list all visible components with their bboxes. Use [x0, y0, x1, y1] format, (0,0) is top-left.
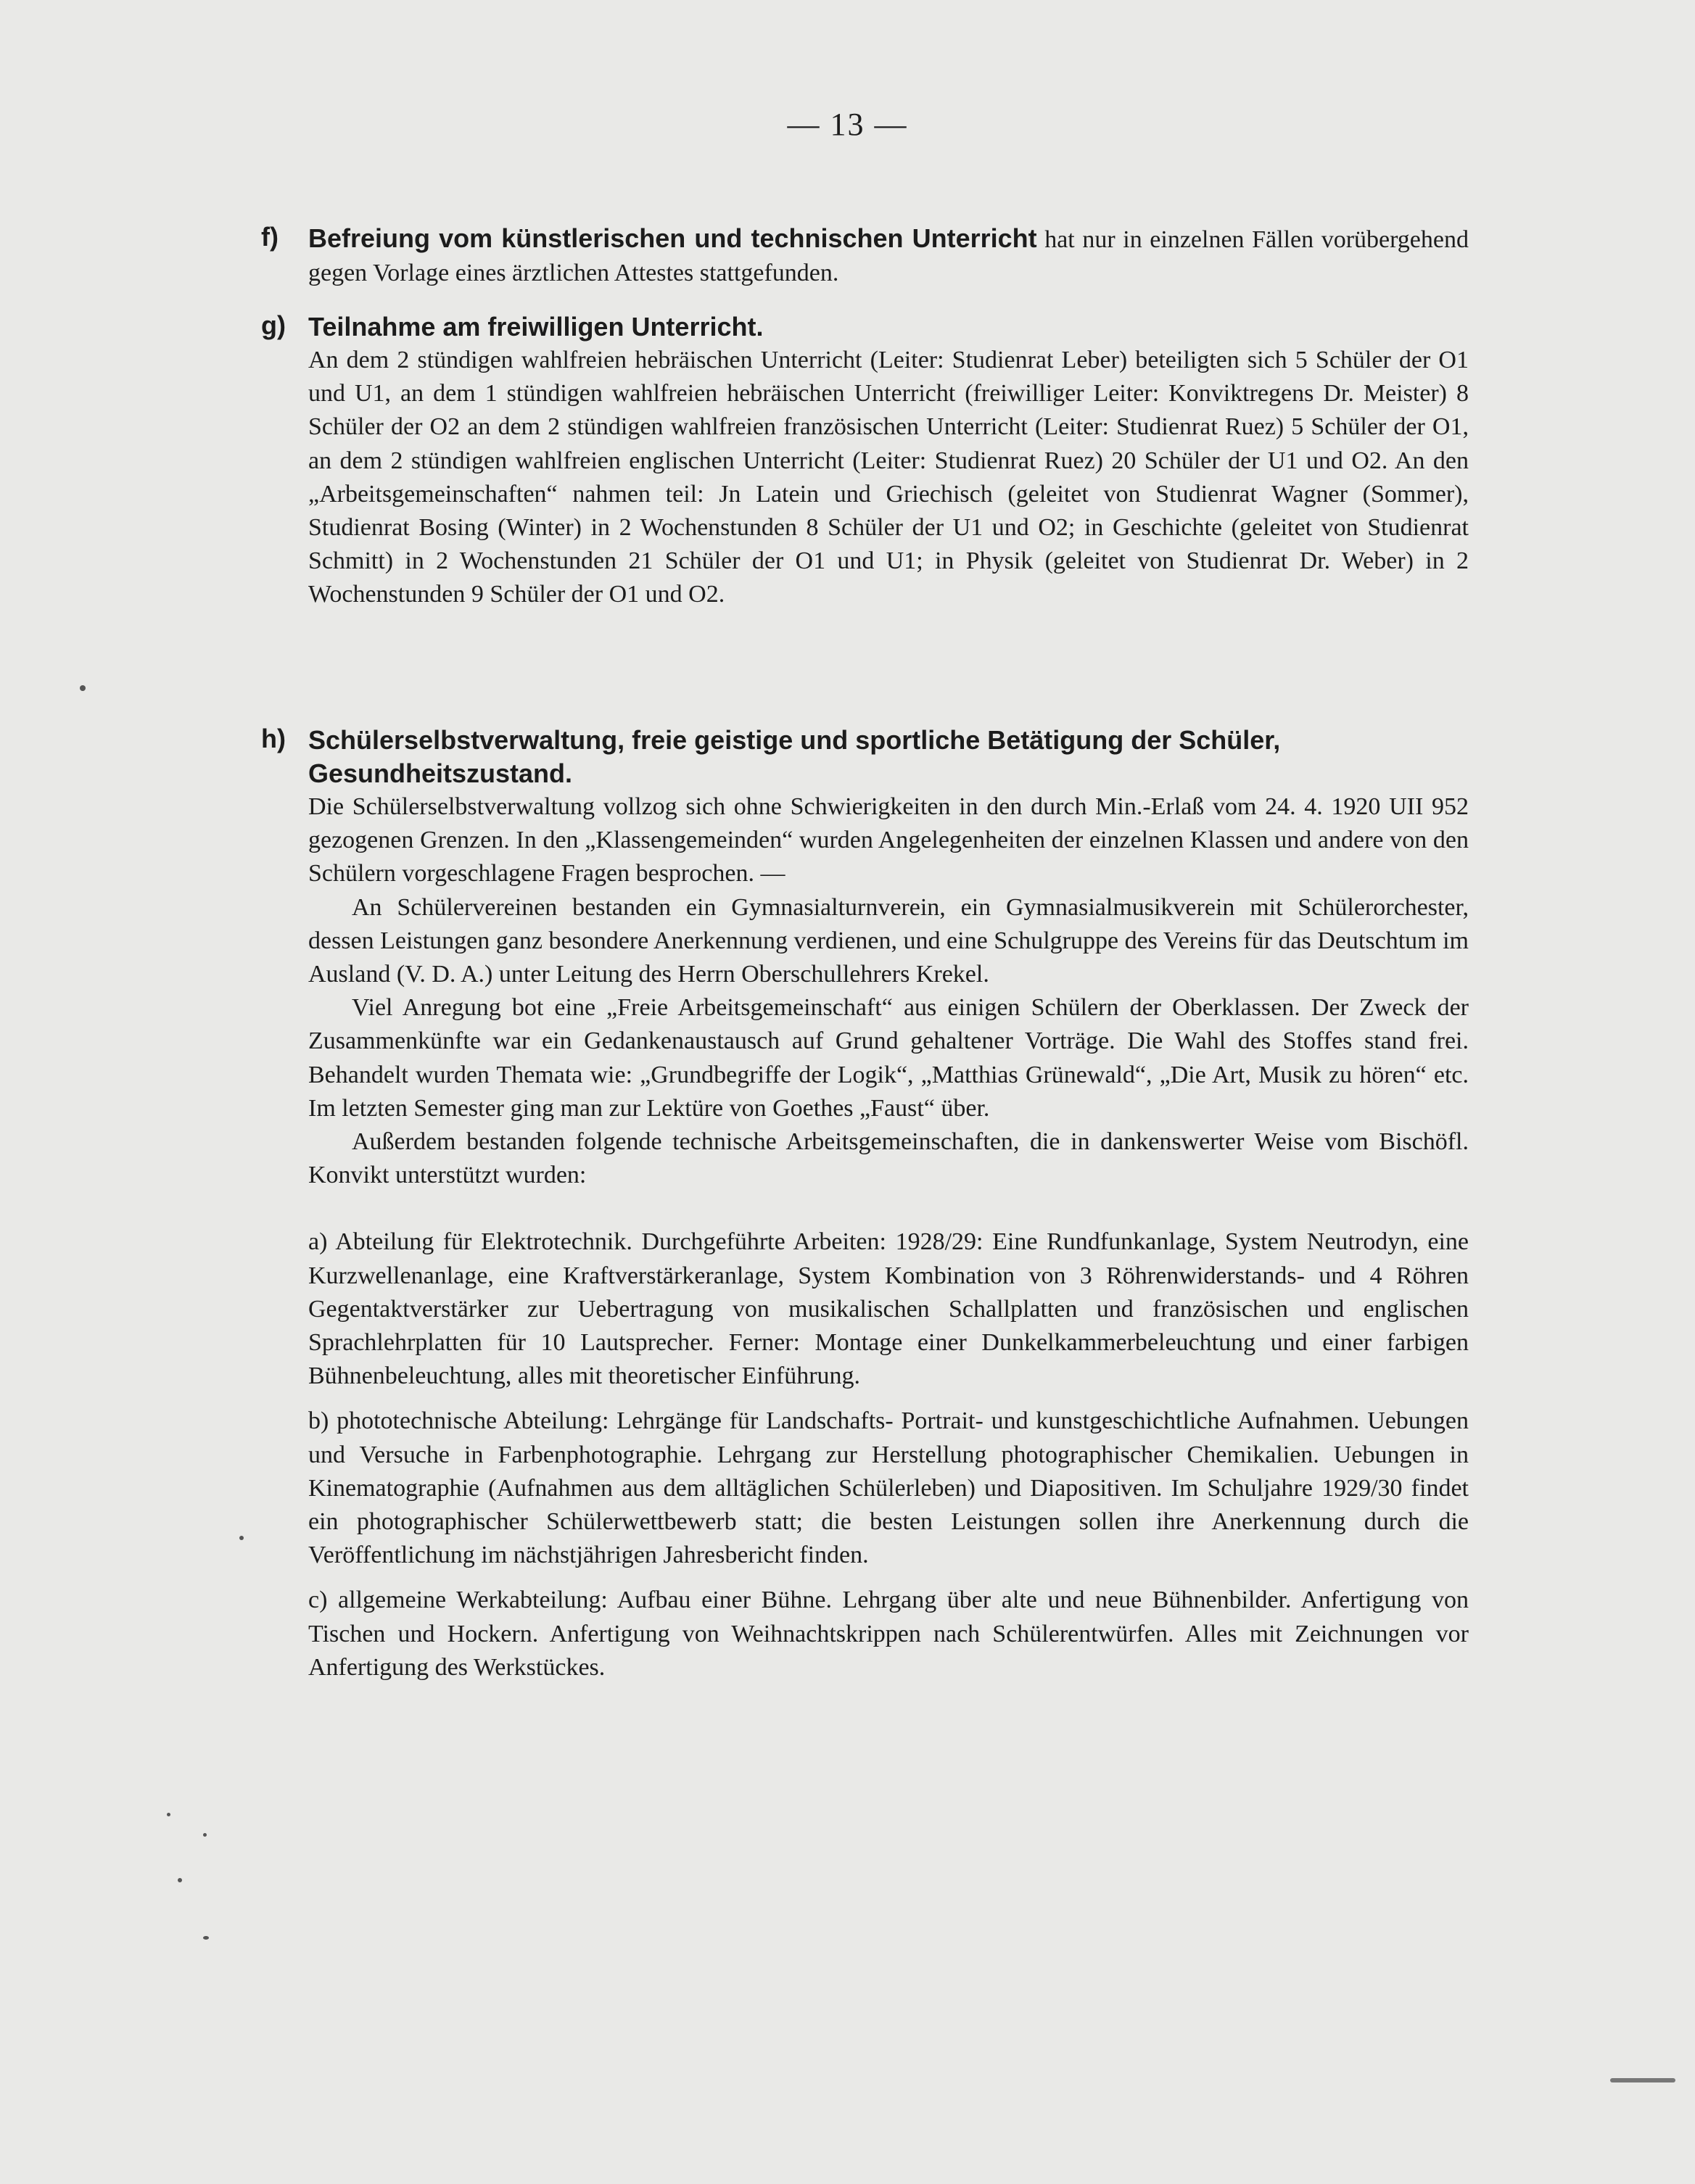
paragraph: Die Schülerselbstverwaltung vollzog sich ohne Schwierigkeiten in den durch Min.-Erlaß vom 24. 4. 1920 UII 952 gezogenen Grenzen. In den „Klassengemeinden“ wurden Angelegenheiten der einzelnen Klassen und andere von den Schülern vorgeschlagene Fragen besprochen. — [308, 793, 1469, 888]
scan-speck [239, 1536, 244, 1540]
section-heading: Befreiung vom künstlerischen und technischen Unterricht [308, 223, 1037, 253]
section-heading: Schülerselbstverwaltung, freie geistige und sportliche Betätigung der Schüler, Gesundheitszustand. [308, 725, 1281, 788]
section-h [261, 724, 1469, 1684]
section-f-paragraph [308, 222, 1469, 290]
scan-speck [178, 1878, 182, 1882]
section-marker: f) [261, 222, 279, 252]
scan-speck [1610, 2078, 1675, 2082]
section-text: hat nur in einzelnen Fällen vorübergehend gegen Vorlage eines ärztlichen Attestes stattgefunden. [308, 226, 1469, 287]
paragraph: Außerdem bestanden folgende technische Arbeitsgemeinschaften, die in dankenswerter Weise vom Bischöfl. Konvikt unterstützt wurden: [308, 1128, 1469, 1189]
paragraph: An Schülervereinen bestanden ein Gymnasialturnverein, ein Gymnasialmusikverein mit Schülerorchester, dessen Leistungen ganz besondere Anerkennung verdienen, und eine Schulgruppe des Vereins für das Deutschtum im Ausland (V. D. A.) unter Leitung des Herrn Oberschullehrers Krekel. [308, 893, 1469, 988]
page-number: — 13 — [787, 107, 908, 142]
section-f [261, 222, 1469, 290]
section-text: An dem 2 stündigen wahlfreien hebräischen Unterricht (Leiter: Studienrat Leber) beteiligten sich 5 Schüler der O1 und U1, an dem 1 stündigen wahlfreien hebräischen Unterricht (freiwilliger Leiter: Konviktregens Dr. Meister) 8 Schüler der O2 an dem 2 stündigen wahlfreien französischen Unterricht (Leiter: Studienrat Ruez) 5 Schüler der O1, an dem 2 stündigen wahlfreien englischen Unterricht (Leiter: Studienrat Ruez) 20 Schüler der U1 und O2. An den „Arbeitsgemeinschaften“ nahmen teil: Jn Latein und Griechisch (geleitet von Studienrat Wagner (Sommer), Studienrat Bosing (Winter) in 2 Wochenstunden 8 Schüler der U1 und O2; in Geschichte (geleitet von Studienrat Schmitt) in 2 Wochenstunden 21 Schüler der O1 und U1; in Physik (geleitet von Studienrat Dr. Weber) in 2 Wochenstunden 9 Schüler der O1 und O2. [308, 347, 1469, 608]
scan-speck [203, 1936, 209, 1940]
section-g [261, 310, 1469, 612]
list-item: a) Abteilung für Elektrotechnik. Durchgeführte Arbeiten: 1928/29: Eine Rundfunkanlage, System Neutrodyn, eine Kurzwellenanlage, eine Kraftverstärkeranlage, System Kombination von 3 Röhrenwiderstands- und 4 Röhren Gegentaktverstärker zur Uebertragung von musikalischen Schallplatten und französischen und englischen Sprachlehrplatten für 10 Lautsprecher. Ferner: Montage einer Dunkelkammerbeleuchtung und einer farbigen Bühnenbeleuchtung, alles mit theoretischer Einführung. [308, 1228, 1469, 1390]
section-marker: h) [261, 724, 286, 753]
section-marker: g) [261, 310, 286, 340]
list-item: b) phototechnische Abteilung: Lehrgänge für Landschafts- Portrait- und kunstgeschichtliche Aufnahmen. Uebungen und Versuche in Farbenphotographie. Lehrgang zur Herstellung photographischer Chemikalien. Uebungen in Kinematographie (Aufnahmen aus dem alltäglichen Schülerleben) und Diapositiven. Im Schuljahre 1929/30 findet ein photographischer Schülerwettbewerb statt; die besten Leistungen sollen ihre Anerkennung durch die Veröffentlichung im nächstjährigen Jahresbericht finden. [308, 1407, 1469, 1569]
section-heading: Teilnahme am freiwilligen Unterricht. [308, 312, 764, 342]
scan-speck [80, 685, 86, 691]
paragraph: Viel Anregung bot eine „Freie Arbeitsgemeinschaft“ aus einigen Schülern der Oberklassen. Der Zweck der Zusammenkünfte war ein Gedankenaustausch auf Grund gehaltener Vorträge. Die Wahl des Stoffes stand frei. Behandelt wurden Themata wie: „Grundbegriffe der Logik“, „Matthias Grünewald“, „Die Art, Musik zu hören“ etc. Im letzten Semester ging man zur Lektüre von Goethes „Faust“ über. [308, 994, 1469, 1122]
list-item: c) allgemeine Werkabteilung: Aufbau einer Bühne. Lehrgang über alte und neue Bühnenbilder. Anfertigung von Tischen und Hockern. Anfertigung von Weihnachtskrippen nach Schülerentwürfen. Alles mit Zeichnungen vor Anfertigung des Werkstückes. [308, 1587, 1469, 1681]
scan-speck [203, 1833, 207, 1837]
scan-speck [167, 1813, 170, 1816]
